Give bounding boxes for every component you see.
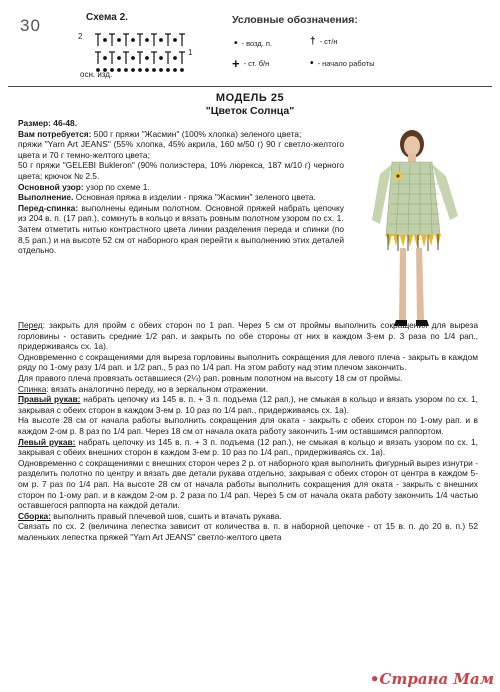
model-subtitle: "Цветок Солнца"	[205, 105, 295, 117]
single-crochet-icon: +	[232, 56, 240, 71]
front-text: : закрыть для пройм с обеих сторон по 1 рап. Через 5 см от проймы выполнить сокращения для выреза горловины - оставить средние 1/2 рап. и закрыть по обе стороны от них в каждом 3-ем р. 3 раза по 1/4 рап., придерживаясь сх. 1а).	[18, 320, 478, 352]
scheme-2-diagram	[76, 12, 206, 86]
watermark-text: Страна Мам	[379, 670, 494, 688]
legend-label: - возд. п.	[241, 39, 273, 48]
left-sleeve-text: набрать цепочку из 145 в. п. + 3 п. подъема (12 рап.), не смыкая в кольцо и вязать узором по сх. 1, закрывая с обеих внешних сторон в каждом 3-ем р. 10 раз по 1/4 рап., придерживаясь сх. 1а).	[18, 436, 478, 458]
double-crochet-icon: †	[310, 36, 316, 47]
legend-item-dc	[310, 36, 338, 47]
legend-item-chain	[234, 38, 272, 49]
size-value: 46-48.	[50, 118, 78, 128]
front-back-text-2: Затем отметить нитью контрастного цвета линии разделения переда и спинки (по 8,5 рап.) и на высоте 52 см от наборного края перейти к выполнению этих деталей отдельно.	[18, 223, 344, 256]
right-sleeve-cap-text: На высоте 28 см от начала работы выполнить сокращения для оката - закрыть с обеих сторон по 1-ому рап. и в каждом 2-ом р. 8 раз по 1/4 рап. Через 18 см от начала оката работу закончить 1-им оставшимся раппортом.	[18, 415, 478, 436]
size-label: Размер:	[18, 118, 51, 128]
yarn-3: 50 г пряжи "GELEBI Bukleron" (90% полиэстера, 10% люрекса, 187 м/10 г) черного цвета; крючок № 2.5.	[18, 160, 344, 181]
model-photo	[350, 124, 480, 338]
yarn-2: пряжи "Yarn Art JEANS" (55% хлопка, 45% акрила, 160 м/50 г) 90 г светло-желтого цвета и 70 г темно-желтого цвета;	[18, 139, 344, 160]
legend-item-sc	[232, 56, 269, 71]
assembly-label: Сборка:	[18, 510, 51, 521]
back-text: : вязать аналогично переду, но в зеркальном отражении.	[46, 383, 269, 394]
legend	[232, 14, 472, 84]
scheme-stitch-grid	[94, 30, 194, 72]
left-sleeve-label: Левый рукав:	[18, 436, 76, 447]
front-back-label: Перед-спинка:	[18, 202, 79, 213]
need-label: Вам потребуется:	[18, 128, 92, 139]
pattern-value: узор по схеме 1.	[83, 181, 150, 192]
right-sleeve-label: Правый рукав:	[18, 394, 81, 405]
materials-column	[18, 118, 344, 256]
model-title: МОДЕЛЬ 25	[215, 92, 285, 104]
back-label: Спинка	[18, 383, 47, 394]
page-number: 30	[20, 16, 41, 35]
scheme-base-label: осн. изд.	[80, 70, 113, 79]
assembly-text: выполнить правый плечевой шов, сшить и втачать рукава.	[50, 510, 282, 521]
petals-text: Связать по сх. 2 (величина лепестка зависит от количества в. п. в наборной цепочке - от 15 в. п. до 20 в. п.) 52 маленьких лепестка пряжей "Yarn Art JEANS" светло-желтого цвета	[18, 521, 478, 542]
watermark-dot: •	[369, 670, 380, 688]
legend-item-start	[310, 58, 375, 69]
right-shoulder-text: Для правого плеча провязать оставшиеся (2¼) рап. ровным полотном на высоту 18 см от проймы.	[18, 372, 403, 383]
right-sleeve-text: набрать цепочку из 145 в. п. + 3 п. подъема (12 рап.), не смыкая в кольцо и вязать узором по сх. 1, закрывая с обеих сторон в каждом 3-ем р. 10 раз по 1/4 рап., придерживаясь сх. 1а).	[18, 394, 478, 415]
pattern-label: Основной узор:	[18, 181, 84, 192]
site-watermark	[370, 670, 494, 688]
exec-label: Выполнение.	[18, 192, 74, 203]
need-value: 500 г пряжи "Жасмин" (100% хлопка) зеленого цвета;	[91, 128, 302, 139]
front-back-text: выполнены единым полотном. Основной пряжей набрать цепочку из 204 в. п. (17 рап.), сомкнуть в кольцо и вязать ровным полотном узором по сх. 1.	[18, 202, 344, 224]
legend-label: - начало работы	[317, 59, 375, 68]
instructions-text	[18, 320, 478, 542]
scheme-row-1-number: 1	[188, 48, 193, 57]
left-sleeve-cutout-text: Одновременно с сокращениями с внешних сторон через 2 р. от наборного края выполнить фигурный вырез изнутри - разделить полотно по центру и вязать две детали рукава отдельно, закрывая с обеих сторон от центра в каждом 5-ом р. 7 раз по 1/4 рап. На высоте 28 см от начала работы выполнить сокращения для оката - закрыть с внешних сторон по 1-ому рап. и в каждом 2-ом р. 2 раза по 1/4 рап. Через 5 см от начала оката работу закончить 1/4 частью оставшегося раппорта на каждой детали.	[18, 457, 478, 511]
scheme-row-2-number: 2	[78, 32, 83, 41]
legend-label: - ст. б/н	[243, 59, 270, 68]
start-point-icon: •	[310, 58, 314, 69]
header-divider	[8, 86, 492, 87]
front-label: Перед	[18, 320, 43, 330]
exec-value: Основная пряжа в изделии - пряжа "Жасмин" зеленого цвета.	[73, 192, 316, 203]
legend-label: - ст/н	[319, 37, 338, 46]
chain-stitch-icon: •	[234, 38, 238, 49]
legend-title: Условные обозначения:	[232, 14, 358, 26]
scheme-title: Схема 2.	[86, 12, 128, 23]
left-shoulder-text: Одновременно с сокращениями для выреза горловины выполнить сокращения для левого плеча - закрыть в каждом ряду по 1-ому разу 1/4 рап. и 1/2 рап., 5 раз по 1/4 рап. На этом работу над этим плечом закончить.	[18, 351, 478, 373]
